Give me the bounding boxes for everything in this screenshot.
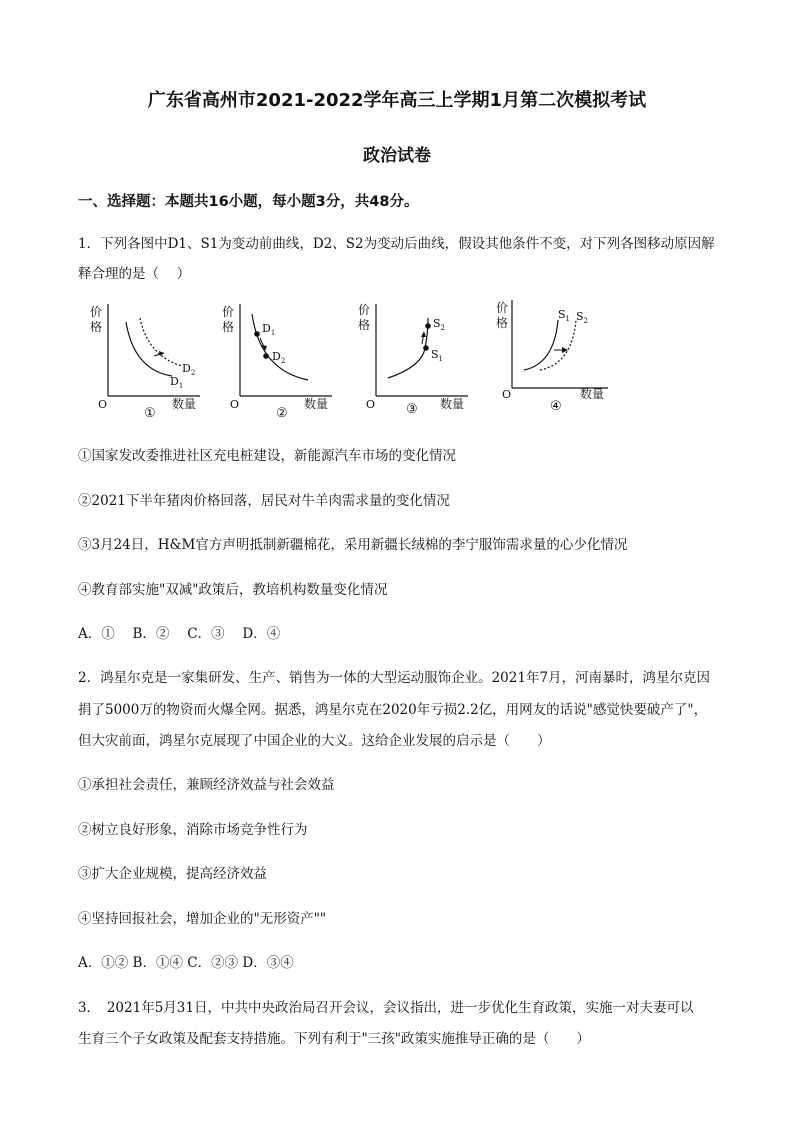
figure-4-y-label-1: 价	[496, 301, 509, 315]
figure-3-y-label-1: 价	[358, 303, 371, 317]
figure-2-number: ②	[276, 406, 288, 418]
figure-1-label-d2: $D_2$	[182, 362, 196, 377]
figure-2-curve-d	[252, 314, 308, 380]
figure-2-origin: O	[230, 398, 240, 411]
figure-3-label-s2: $S_2$	[433, 317, 446, 332]
figure-3-graph	[348, 296, 478, 418]
figure-4-curve-s1	[524, 320, 558, 370]
q1-option-1: ①国家发改委推进社区充电桩建设，新能源汽车市场的变化情况	[78, 448, 456, 464]
figure-3-number: ③	[406, 402, 418, 417]
q2-option-3: ③扩大企业规模，提高经济效益	[78, 866, 267, 882]
q1-option-3: ③3月24日，H&M官方声明抵制新疆棉花，采用新疆长绒棉的李宁服饰需求量的心少化情况	[78, 537, 628, 553]
section-heading: 一、选择题：本题共16小题，每小题3分，共48分。	[78, 194, 419, 210]
figure-2-point-d1	[254, 331, 260, 337]
figure-2-x-label: 数量	[304, 397, 329, 411]
q2-answer-choices: A．①② B．①④ C．②③ D．③④	[78, 955, 294, 971]
figure-1-curve-d1	[126, 322, 172, 376]
figure-1-origin: O	[98, 398, 108, 411]
q1-option-2: ②2021下半年猪肉价格回落，居民对牛羊肉需求量的变化情况	[78, 493, 450, 509]
figure-1-number: ①	[144, 406, 156, 418]
q1-stem-line-2: 释合理的是（ ）	[78, 266, 191, 282]
q2-stem-line-3: 但大灾前面，鸿星尔克展现了中国企业的大义。这给企业发展的启示是（ ）	[78, 733, 551, 749]
figure-1-label-d1: $D_1$	[170, 375, 184, 390]
q1-stem-line-1: 1．下列各图中D1、S1为变动前曲线，D2、S2为变动后曲线，假设其他条件不变，对下列各图移动原因解	[78, 236, 715, 252]
figure-1-y-label-2: 格	[90, 320, 103, 334]
figure-3	[348, 296, 478, 418]
q2-option-2: ②树立良好形象，消除市场竞争性行为	[78, 822, 308, 838]
q1-answer-choices: A．① B．② C．③ D．④	[78, 626, 281, 642]
page-subtitle: 政治试卷	[363, 146, 431, 166]
figure-3-curve-s	[388, 318, 428, 378]
figure-3-label-s1: $S_1$	[431, 348, 444, 363]
q3-stem-line-2: 生育三个子女政策及配套支持措施。下列有利于"三孩"政策实施推导正确的是（ ）	[78, 1031, 590, 1047]
figure-4-label-s2: $S_2$	[576, 310, 589, 325]
q2-option-4: ④坚持回报社会，增加企业的"无形资产""	[78, 911, 327, 927]
figure-4-origin: O	[502, 388, 512, 401]
figure-2-y-label-2: 格	[222, 320, 235, 334]
figure-4-graph	[484, 296, 614, 418]
q1-option-4: ④教育部实施"双减"政策后，教培机构数量变化情况	[78, 582, 388, 598]
figure-1-x-label: 数量	[172, 397, 197, 411]
figure-4-curve-s2	[540, 320, 576, 370]
figure-3-y-label-2: 格	[358, 318, 371, 332]
figure-1	[80, 296, 210, 418]
figure-2-label-d2: $D_2$	[272, 350, 286, 365]
figure-3-x-label: 数量	[440, 397, 465, 411]
figure-4-y-label-2: 格	[496, 316, 509, 330]
figure-1-y-label-1: 价	[90, 305, 103, 319]
figure-2-y-label-1: 价	[222, 305, 235, 319]
q2-stem-line-1: 2．鸿星尔克是一家集研发、生产、销售为一体的大型运动服饰企业。2021年7月，河南暴时，鸿星尔克因	[78, 670, 711, 686]
figure-2-point-d2	[263, 353, 269, 359]
figure-3-origin: O	[366, 398, 376, 411]
figure-4-number: ④	[550, 399, 562, 414]
figure-1-curve-d2	[140, 318, 182, 366]
q1-figures	[80, 296, 640, 418]
figure-1-graph	[80, 296, 210, 418]
figure-3-point-s2	[425, 323, 431, 329]
figure-2	[212, 296, 342, 418]
figure-2-graph	[212, 296, 342, 418]
figure-4	[484, 296, 614, 418]
figure-3-point-s1	[423, 345, 429, 351]
q2-option-1: ①承担社会责任，兼顾经济效益与社会效益	[78, 777, 335, 793]
page-title: 广东省高州市2021-2022学年高三上学期1月第二次模拟考试	[147, 90, 647, 111]
figure-4-label-s1: $S_1$	[558, 308, 571, 323]
q3-stem-line-1: 3． 2021年5月31日，中共中央政治局召开会议，会议指出，进一步优化生育政策，实施一对夫妻可以	[78, 1000, 694, 1016]
q2-stem-line-2: 捐了5000万的物资而火爆全网。据悉，鸿星尔克在2020年亏损2.2亿，用网友的话说"感觉快要破产了"，	[78, 702, 708, 718]
figure-4-x-label: 数量	[580, 387, 605, 401]
figure-2-label-d1: $D_1$	[262, 322, 276, 337]
